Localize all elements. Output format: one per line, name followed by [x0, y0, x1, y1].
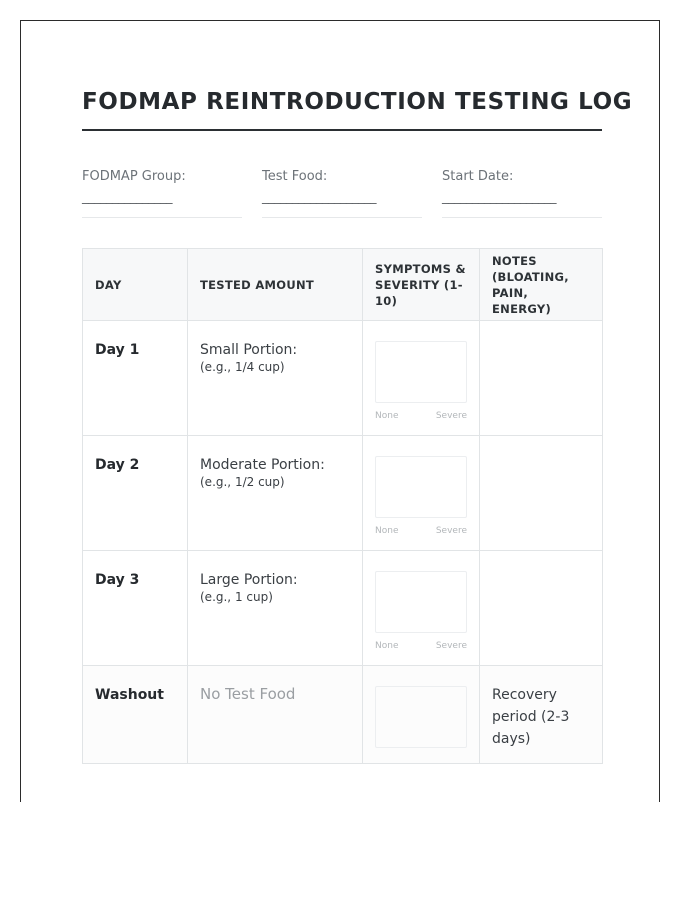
test-food-label: Test Food:: [262, 169, 328, 184]
portion-example: (e.g., 1/2 cup): [200, 475, 285, 489]
portion-label: No Test Food: [200, 685, 296, 703]
day-label: Day 1: [95, 342, 140, 358]
notes-cell[interactable]: [480, 666, 603, 764]
header-notes: NOTES (BLOATING, PAIN, ENERGY): [480, 249, 603, 321]
portion-label: Small Portion:: [200, 342, 298, 358]
table-header-row: [83, 249, 603, 321]
scale-max-label: Severe: [435, 641, 467, 651]
severity-input-box[interactable]: [375, 341, 467, 403]
header-fields: [82, 169, 602, 219]
portion-label: Moderate Portion:: [200, 457, 325, 473]
testing-log-table: [82, 248, 603, 764]
start-date-blank[interactable]: ___________________: [442, 190, 556, 205]
notes-cell[interactable]: [480, 436, 603, 551]
notes-cell[interactable]: [480, 551, 603, 666]
severity-scale: [375, 526, 467, 536]
notes-cell[interactable]: [480, 321, 603, 436]
header-symptoms: SYMPTOMS & SEVERITY (1-10): [363, 249, 480, 321]
portion-example: (e.g., 1/4 cup): [200, 360, 285, 374]
header-tested-amount: TESTED AMOUNT: [188, 249, 363, 321]
severity-scale: [375, 411, 467, 421]
table-row-washout: [83, 666, 603, 764]
notes-text: Recovery period (2-3 days): [492, 687, 570, 747]
day-label: Day 2: [95, 457, 140, 473]
portion-example: (e.g., 1 cup): [200, 590, 273, 604]
table-row: [83, 551, 603, 666]
severity-input-box[interactable]: [375, 456, 467, 518]
test-food-blank[interactable]: ___________________: [262, 190, 376, 205]
start-date-field[interactable]: [442, 169, 602, 218]
severity-scale: [375, 641, 467, 651]
scale-min-label: None: [375, 526, 399, 536]
severity-input-box[interactable]: [375, 571, 467, 633]
document-page: [20, 20, 660, 802]
fodmap-group-blank[interactable]: _______________: [82, 190, 172, 205]
day-label: Washout: [95, 687, 164, 703]
fodmap-group-field[interactable]: [82, 169, 242, 218]
scale-min-label: None: [375, 411, 399, 421]
scale-min-label: None: [375, 641, 399, 651]
severity-input-box[interactable]: [375, 686, 467, 748]
test-food-field[interactable]: [262, 169, 422, 218]
page-title: FODMAP REINTRODUCTION TESTING LOG: [82, 89, 633, 115]
scale-max-label: Severe: [435, 411, 467, 421]
scale-max-label: Severe: [435, 526, 467, 536]
header-day: DAY: [83, 249, 188, 321]
fodmap-group-label: FODMAP Group:: [82, 169, 186, 184]
portion-label: Large Portion:: [200, 572, 298, 588]
start-date-label: Start Date:: [442, 169, 514, 184]
table-row: [83, 321, 603, 436]
day-label: Day 3: [95, 572, 140, 588]
title-divider: [82, 129, 602, 131]
table-row: [83, 436, 603, 551]
